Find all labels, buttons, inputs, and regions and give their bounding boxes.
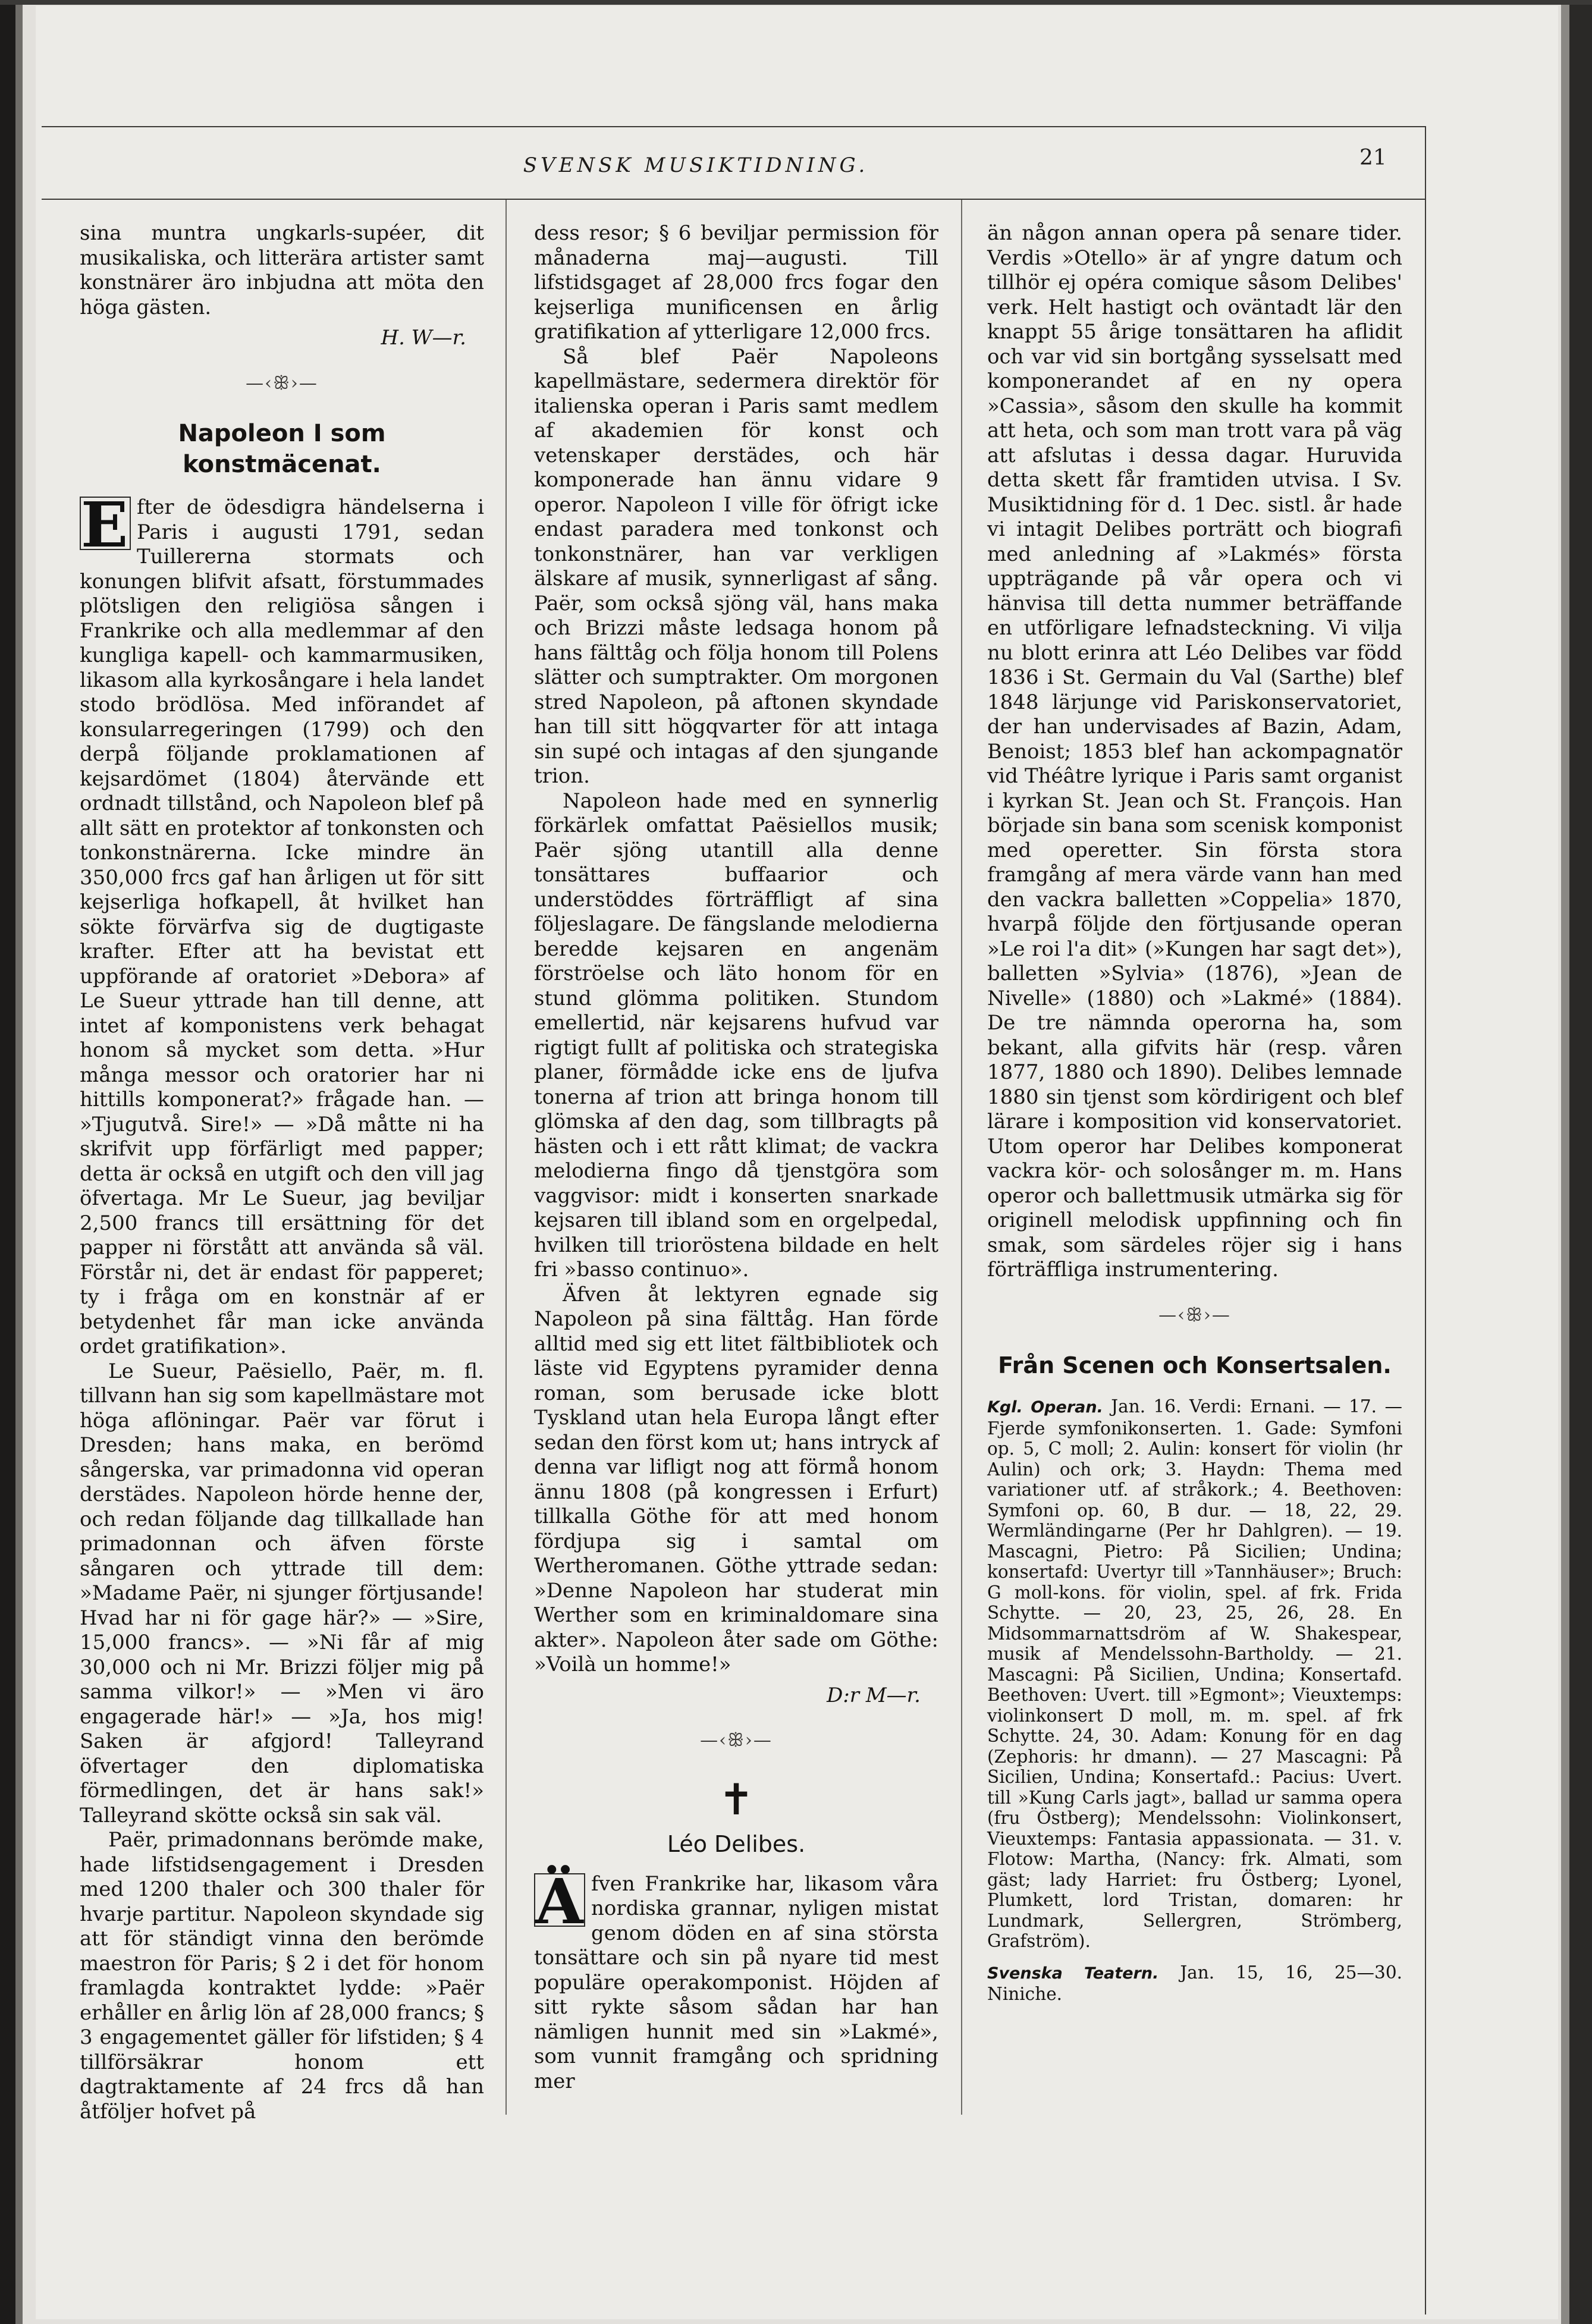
dropcap-letter: E	[80, 497, 131, 550]
obituary-paragraph	[534, 1864, 938, 2094]
article-paragraph: dess resor; § 6 beviljar permission för månaderna maj—augusti. Till lifstidsgaget af 28,000 frcs fogar den kejserliga munificensen en årlig gratifikation af ytterligare 12,000 frcs.	[534, 221, 938, 344]
article-paragraph: Så blef Paër Napoleons kapellmästare, sedermera direktör för italienska operan i Paris samt medlem af akademien för konst och vetenskaper derstädes, och här komponerade han ännu vidare 9 operor. Napoleon I ville för öfrigt icke endast paradera med tonkonst och tonkonstnärer, han var verkligen älskare af musik, synnerligast af sång. Paër, som också sjöng väl, hans maka och Brizzi måste ledsaga honom på hans fälttåg och följa honom till Polens slätter och sumptrakter. Om morgonen stred Napoleon, på aftonen skyndade han till sitt högqvarter för att intaga sin supé och intagas af den sjungande trion.	[534, 344, 938, 788]
article-title: Napoleon I som konstmäcenat.	[178, 420, 386, 478]
article-paragraph	[80, 488, 484, 1359]
article-paragraph: Le Sueur, Paësiello, Paër, m. fl. tillvann han sig som kapellmästare mot höga aflöningar. Paër var förut i Dresden; hans maka, en berömd sångerska, var primadonna vid operan derstädes. Napoleon hörde henne der, och redan följande dag tillkallade han primadonnan och äfven förste sångaren och yttrade till dem: »Madame Paër, ni sjunger förtjusande! Hvad har ni för gage här?» — »Sire, 15,000 francs». — »Ni får af mig 30,000 och ni Mr. Brizzi följer mig på samma vilkor!» — »Men vi äro engagerade här!» — »Ja, hos mig! Saken är afgjord! Talleyrand öfvertager den diplomatiska förmedlingen, det är hans sak!» Talleyrand skötte också sin sak väl.	[80, 1359, 484, 1827]
right-margin-rule	[1425, 126, 1426, 2314]
article-paragraph: Paër, primadonnans berömde make, hade lifstidsengagement i Dresden med 1200 thaler och 300 thaler för hvarje partitur. Napoleon skyndade sig att för ständigt vinna den berömde maestron för Paris; § 2 i det för honom framlagda kontraktet lydde: »Paër erhåller en årlig lön af 28,000 francs; § 3 engagementet gäller för lifstiden; § 4 tillförsäkrar honom ett dagtraktamente af 24 frcs då han åtföljer hofvet på	[80, 1828, 484, 2124]
opera-venue: Kgl. Operan.	[987, 1398, 1103, 1417]
article-paragraph: Napoleon hade med en synnerlig förkärlek omfattat Paësiellos musik; Paër sjöng utantill alla denne tonsättares buffaarior och understöddes förträffligt af sina följeslagare. De fängslande melodierna beredde kejsaren en angenäm förströelse och läto honom för en stund glömma politiken. Stundom emellertid, när kejsarens hufvud var rigtigt fullt af politiska och strategiska planer, förmådde icke ens de ljufva tonerna af trion att bringa honom till glömska af den dag, som tillbragts på hästen och i ett rått klimat; de vackra melodierna fingo då tjenstgöra som vaggvisor: midt i konserten snarkade kejsaren till ibland som en orgelpedal, hvilken till trioröstena bildade en helt fri »basso continuo».	[534, 789, 938, 1282]
scan-edge-right-shadow	[1561, 0, 1569, 2324]
column-divider-2	[961, 200, 962, 2115]
intro-signature: H. W—r.	[381, 326, 466, 350]
theatre-venue: Svenska Teatern.	[987, 1964, 1159, 1983]
scan-edge-top	[0, 0, 1592, 5]
cross-icon: ✝	[718, 1774, 755, 1824]
theatre-listing	[987, 1962, 1402, 2005]
column-3	[987, 221, 1402, 2005]
scan-edge-left-shadow	[15, 0, 23, 2324]
intro-paragraph: sina muntra ungkarls-supéer, dit musikaliska, och litterära artister samt konstnärer äro inbjudna att möta den höga gästen.	[80, 221, 484, 319]
separator-ornament: —‹ꕥ›—	[700, 1730, 773, 1751]
column-2	[534, 221, 938, 2094]
dropcap-letter: Ä	[534, 1873, 585, 1927]
column-1	[80, 221, 484, 2124]
obituary-title: Léo Delibes.	[667, 1830, 806, 1857]
scan-edge-left	[0, 0, 15, 2324]
theatre-listing-text: Jan. 15, 16, 25—30. Niniche.	[987, 1962, 1402, 2004]
separator-ornament: —‹ꕥ›—	[1158, 1304, 1231, 1326]
separator-ornament: —‹ꕥ›—	[246, 372, 318, 394]
scan-edge-right	[1569, 0, 1592, 2324]
article-paragraph: Äfven åt lektyren egnade sig Napoleon på sina fälttåg. Han förde alltid med sig ett litet fältbibliotek och läste vid Egyptens pyramider denna roman, som berusade icke blott Tyskland utan hela Europa långt efter sedan den först kom ut; hans intryck af denna var lifligt nog att förmå honom ännu 1808 (på kongressen i Erfurt) tillkalla Göthe för att med honom fördjupa sig i samtal om Wertheromanen. Göthe yttrade sedan: »Denne Napoleon har studerat min Werther som en kriminaldomare sina akter». Napoleon åter sade om Göthe: »Voilà un homme!»	[534, 1282, 938, 1676]
obituary-paragraph-text: fven Frankrike har, likasom våra nordiska grannar, nyligen mistat genom döden en af sina största tonsättare och sin på nyare tid mest populäre operakomponist. Höjden af sitt rykte såsom sådan har han nämligen hunnit med sin »Lakmé», som vunnit framgång och spridning mer	[534, 1871, 938, 2093]
opera-listing-text: Jan. 16. Verdi: Ernani. — 17. — Fjerde symfonikonserten. 1. Gade: Symfoni op. 5, C moll; 2. Aulin: konsert för violin (hr Aulin) och ork; 3. Haydn: Thema med variationer utf. af stråkork.; 4. Beethoven: Symfoni op. 60, B dur. — 18, 22, 29. Wermländingarne (Per hr Dahlgren). — 19. Mascagni, Pietro: På Sicilien; Undina; konsertafd: Uvertyr till »Tannhäuser»; Bruch: G moll-kons. för violin, spel. af frk. Frida Schytte. — 20, 23, 25, 26, 28. En Midsommarnattsdröm af W. Shakespear, musik af Mendelssohn-Bartholdy. — 21. Mascagni: På Sicilien, Undina; Konsertafd. Beethoven: Uvert. till »Egmont»; Vieuxtemps: violinkonsert D moll, m. m. spel. af frk Schytte. 24, 30. Adam: Konung för en dag (Zephoris: hr dmann). — 27 Mascagni: På Sicilien, Undina; Konsertafd.: Pacius: Uvert. till »Kung Carls jagt», ballad ur samma opera (fru Östberg); Mendelssohn: Violinkonsert, Vieuxtemps: Fantasia appassionata. — 31. v. Flotow: Martha, (Nancy: frk. Almati, som gäst; lady Harriet: fru Östberg; Lyonel, Plumkett, lord Tristan, domaren: hr Lundmark, Sellergren, Strömberg, Grafström).	[987, 1396, 1402, 1951]
article-paragraph-text: fter de ödesdigra händelserna i Paris i augusti 1791, sedan Tuillererna stormats och konungen blifvit afsatt, förstummades plötsligen den religiösa sången i Frankrike och alla medlemmar af den kungliga kapell- och kammarmusiken, likasom alla kyrkosångare i hela landet stodo brödlösa. Med införandet af konsularregeringen (1799) och den derpå följande proklamationen af kejsardömet (1804) återvände ett ordnadt tillstånd, och Napoleon blef på allt sätt en protektor af tonkonsten och tonkonstnärerna. Icke mindre än 350,000 frcs gaf han årligen ut för sitt kejserliga hofkapell, åt hvilket han sökte förvärfva sig de dugtigaste krafter. Efter att ha bevistat ett uppförande af oratoriet »Debora» af Le Sueur yttrade han till denne, att intet af komponistens verk behagat honom så mycket som detta. »Hur många messor och oratorier har ni hittills komponerat?» frågade han. — »Tjugutvå. Sire!» — »Då måtte ni ha skrifvit upp förfärligt med papper; detta är också en utgift och den vill jag öfvertaga. Mr Le Sueur, jag beviljar 2,500 francs till ersättning för det papper ni förstått att använda så väl. Förstår ni, det är endast för papperet; ty i fråga om en konstnär af er betydenhet får man icke använda ordet gratifikation».	[80, 495, 484, 1358]
opera-listing	[987, 1396, 1402, 1952]
section-title: Från Scenen och Konsertsalen.	[998, 1352, 1392, 1378]
article-signature: D:r M—r.	[827, 1683, 921, 1707]
page-header-title: SVENSK MUSIKTIDNING.	[523, 153, 869, 177]
page-number: 21	[1359, 146, 1387, 170]
column-divider-1	[505, 200, 507, 2115]
performance-listings	[987, 1396, 1402, 2005]
obituary-continued: än någon annan opera på senare tider. Verdis »Otello» är af yngre datum och tillhör ej opéra comique såsom Delibes' verk. Helt hastigt och oväntadt lär den knappt 55 årige tonsättaren ha aflidit och var vid sin bortgång sysselsatt med komponerandet af en ny opera »Cassia», såsom den skulle ha kommit att heta, och som man trott vara på väg att afslutas i dessa dagar. Huruvida detta skett får framtiden utvisa. I Sv. Musiktidning för d. 1 Dec. sistl. år hade vi intagit Delibes porträtt och biografi med anledning af »Lakmés» första uppträgande på vår opera och vi hänvisa till detta nummer beträffande en utförligare lefnadsteckning. Vi vilja nu blott erinra att Léo Delibes var född 1836 i St. Germain du Val (Sarthe) blef 1848 lärjunge vid Pariskonservatoriet, der han undervisades af Bazin, Adam, Benoist; 1853 blef han ackompagnatör vid Théâtre lyrique i Paris samt organist i kyrkan St. Jean och St. François. Han började sin bana som scenisk komponist med operetter. Sin första stora framgång af mera värde vann han med den vackra balletten »Coppelia» 1870, hvarpå följde den förtjusande operan »Le roi l'a dit» (»Kungen har sagt det»), balletten »Sylvia» (1876), »Jean de Nivelle» (1880) och »Lakmé» (1884). De tre nämnda operorna ha, som bekant, alla gifvits här (resp. våren 1877, 1880 och 1890). Delibes lemnade 1880 sin tjenst som kördirigent och blef lärare i komposition vid konservatoriet. Utom operor har Delibes komponerat vackra kör- och solosånger m. m. Hans operor och ballettmusik utmärka sig för originell melodisk uppfinning och fin smak, som särdeles röjer sig i hans förträffliga instrumentering.	[987, 221, 1402, 1282]
